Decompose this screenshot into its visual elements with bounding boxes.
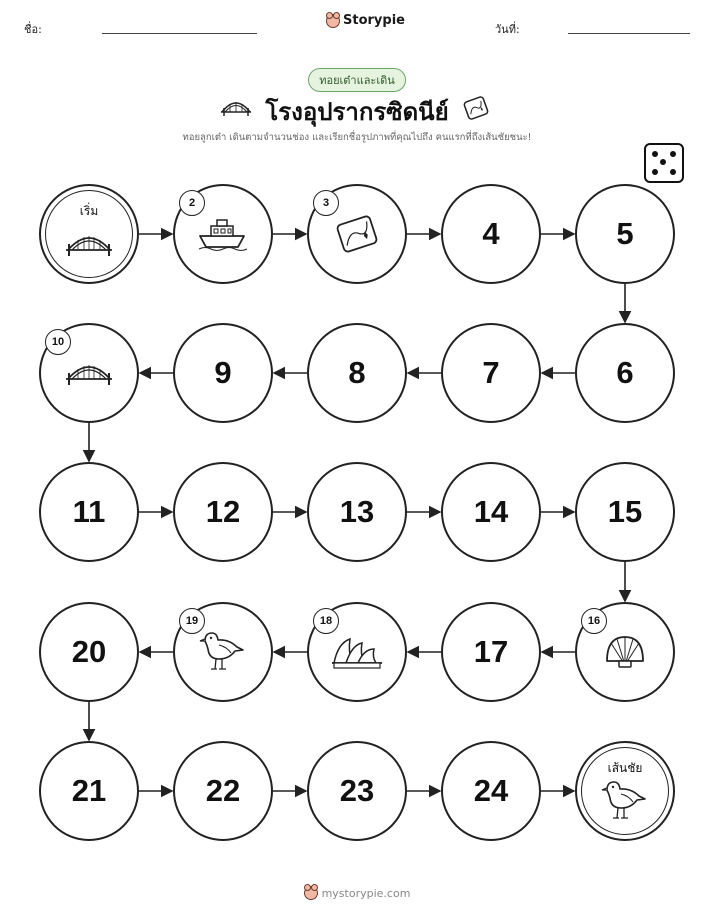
board-square-15 [575,462,675,562]
board-square-14 [441,462,541,562]
square-number-badge: 10 [45,329,71,355]
map-icon [333,212,381,256]
seagull-icon [199,629,247,675]
brand-name: Storypie [343,13,405,28]
bridge-icon [64,359,114,387]
board-square-19 [173,602,273,702]
board-square-17 [441,602,541,702]
board-square-9 [173,323,273,423]
game-type-badge: ทอยเต๋าและเดิน [308,68,406,92]
board-square-10 [39,323,139,423]
shell-icon [603,633,647,671]
board-square-3 [307,184,407,284]
square-number-badge: 18 [313,608,339,634]
finish-label: เส้นชัย [607,761,643,775]
bridge-icon [64,230,114,258]
square-number: 12 [205,494,241,529]
footer [0,886,714,900]
board-square-18 [307,602,407,702]
square-number-badge: 2 [179,190,205,216]
board-square-11 [39,462,139,562]
square-number: 14 [473,494,509,529]
square-number: 7 [482,355,500,390]
board-square-8 [307,323,407,423]
square-number: 22 [205,773,241,808]
mascot-icon [304,886,318,900]
board-square-16 [575,602,675,702]
name-label: ชื่อ: [24,23,42,36]
seagull-icon [601,778,649,824]
square-number: 17 [473,634,509,669]
board-square-7 [441,323,541,423]
boat-icon [197,216,249,252]
board-square-24 [441,741,541,841]
board-square-23 [307,741,407,841]
date-label: วันที่: [495,23,520,36]
board-square-12 [173,462,273,562]
start-label: เริ่ม [79,204,99,218]
board-square-21 [39,741,139,841]
square-number: 15 [607,494,643,529]
board-square-4 [441,184,541,284]
board-square-1 [39,184,139,284]
square-number-badge: 16 [581,608,607,634]
instructions: ทอยลูกเต๋า เดินตามจำนวนช่อง และเรียกชื่อรูปภาพที่คุณไปถึง คนแรกที่ถึงเส้นชัยชนะ! [182,132,532,143]
board-square-20 [39,602,139,702]
footer-site: mystorypie.com [321,886,411,900]
board-square-6 [575,323,675,423]
board-square-25 [575,741,675,841]
square-number: 5 [616,216,634,251]
square-number: 23 [339,773,375,808]
square-number: 13 [339,494,375,529]
board-square-22 [173,741,273,841]
square-number-badge: 19 [179,608,205,634]
square-number: 21 [71,773,107,808]
board-square-5 [575,184,675,284]
opera-house-icon [330,633,384,671]
square-number: 4 [482,216,500,251]
board-square-13 [307,462,407,562]
square-number-badge: 3 [313,190,339,216]
square-number: 11 [72,494,106,529]
page-title: โรงอุปรากรซิดนีย์ [265,98,449,126]
square-number: 24 [473,773,509,808]
square-number: 20 [71,634,107,669]
board-square-2 [173,184,273,284]
square-number: 9 [214,355,232,390]
square-number: 8 [348,355,366,390]
square-number: 6 [616,355,634,390]
